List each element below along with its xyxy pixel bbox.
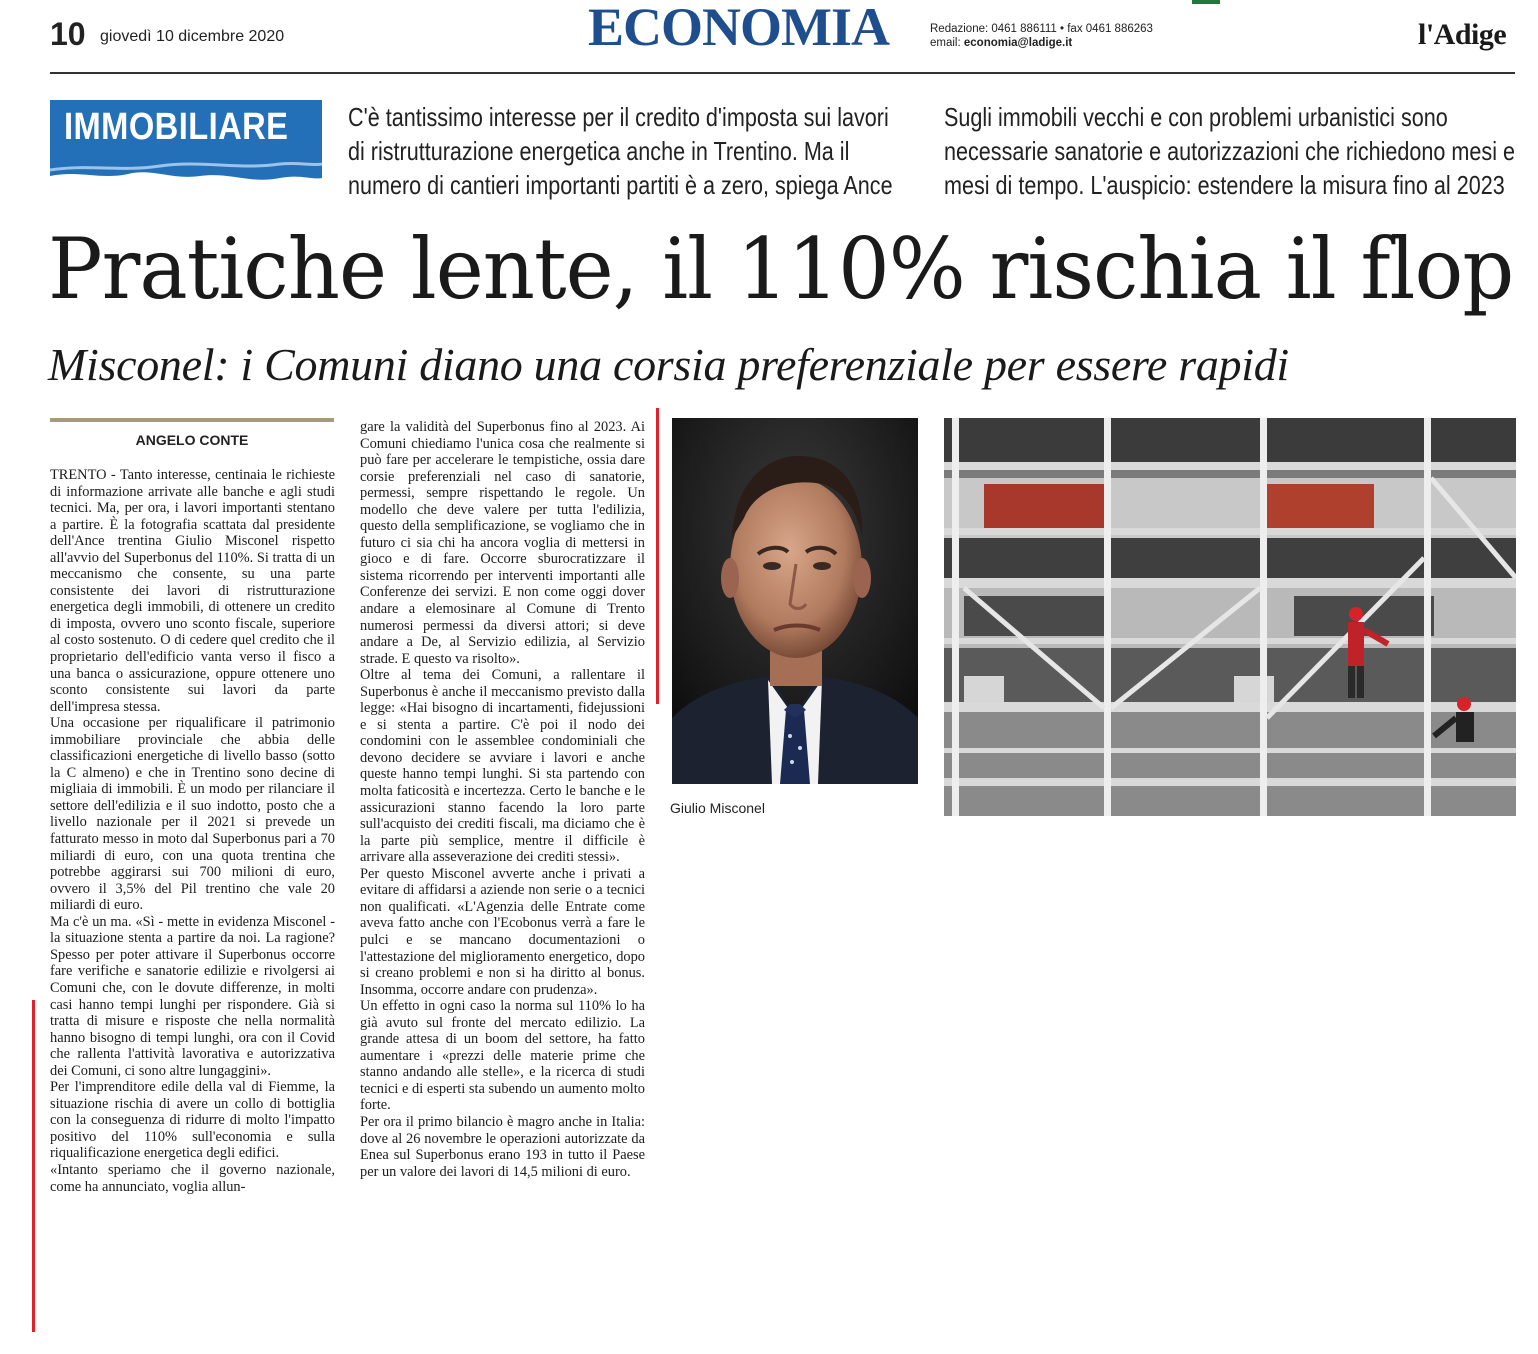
page-number: 10 — [50, 16, 86, 52]
article-column-1 — [50, 467, 335, 1195]
email-label: email: — [930, 37, 964, 49]
paragraph: Un effetto in ogni caso la norma sul 110% lo ha già avuto sul fronte del mercato edilizio. La grande attesa di un boom del settore, ha fatto aumentare i «prezzi delle materie prime che stanno andando alle stelle», e la ricerca di studi tecnici e di esperti sta subendo un aumento molto forte. — [360, 998, 645, 1114]
paragraph: Una occasione per riqualificare il patrimonio immobiliare provinciale che abbia delle classificazioni energetiche di livello basso (sotto la C almeno) e che in Trentino sono decine di migliaia di immobili. È un modo per rilanciare il settore dell'edilizia e il suo indotto, posto che a livello nazionale per il 2021 si prevede un fatturato messo in moto dal Superbonus pari a 70 miliardi di euro, con una quota trentina che potrebbe aggirarsi sui 700 milioni di euro, ovvero il 3,5% del Pil trentino che vale 20 miliardi di euro. — [50, 715, 335, 914]
deck-left — [348, 100, 893, 202]
deck-left-line: C'è tantissimo interesse per il credito d'imposta sui lavori — [348, 102, 889, 132]
email-link[interactable]: economia@ladige.it — [963, 37, 1073, 49]
portrait-illustration — [672, 418, 918, 784]
headline: Pratiche lente, il 110% rischia il flop — [48, 220, 1514, 318]
color-registration-mark — [1192, 0, 1220, 4]
email-line — [930, 36, 1153, 50]
photo-caption: Giulio Misconel — [670, 800, 765, 816]
paragraph: TRENTO - Tanto interesse, centinaia le richieste di informazione arrivate alle banche e agli studi tecnici. Ma, per ora, i lavori importanti stentano a partire. È la fotografia scattata dal presidente dell'Ance trentina Giulio Misconel rispetto all'avvio del Superbonus del 110%. Si tratta di un meccanismo che consente, su una parte consistente dei lavori di ristrutturazione energetica degli immobili, di ottenere un credito di imposta, ovvero uno sconto fiscale, superiore al costo sostenuto. O di cedere quel credito che il proprietario dell'edificio vanta verso il fisco a una banca o assicurazione, oppure ottenere uno sconto consistente sui lavori da parte dell'impresa stessa. — [50, 467, 335, 715]
paragraph: Per l'imprenditore edile della val di Fiemme, la situazione rischia di avere un collo di bottiglia con la conseguenza di ridurre di molto l'impatto positivo del 110% sull'economia e sulla riqualificazione energetica degli edifici. — [50, 1079, 335, 1162]
issue-date: giovedì 10 dicembre 2020 — [100, 28, 285, 45]
paragraph: «Intanto speriamo che il governo nazionale, come ha annunciato, voglia allun- — [50, 1161, 335, 1195]
paragraph: Per ora il primo bilancio è magro anche in Italia: dove al 26 novembre le operazioni autorizzate da Enea sul Superbonus erano 193 in tutto il Paese per un valore dei lavori di 14,5 milioni di euro. — [360, 1113, 645, 1180]
portrait-photo — [672, 418, 918, 784]
scaffolding-photo — [944, 418, 1516, 816]
deck-right-line: Sugli immobili vecchi e con problemi urbanistici sono — [944, 102, 1448, 132]
scaffolding-illustration — [944, 418, 1516, 816]
article-column-2 — [360, 419, 645, 1180]
newsroom-contacts — [930, 22, 1153, 50]
deck-right-line: necessarie sanatorie e autorizzazioni che richiedono mesi e — [944, 136, 1515, 166]
newspaper-logo: l'Adige — [1418, 18, 1507, 51]
paragraph: Per questo Misconel avverte anche i privati a evitare di affidarsi a aziende non serie o a tecnici non qualificati. «L'Agenzia delle Entrate come aveva fatto anche con l'Ecobonus verrà a fare le pulci e se mancano documentazioni o l'attestazione del miglioramento energetico, dopo si creano problemi e non si ha diritto al bonus. Insomma, occorre andare con prudenza». — [360, 865, 645, 998]
highlight-mark-left — [32, 1000, 35, 1332]
kicker-label: IMMOBILIARE — [64, 106, 289, 148]
paragraph: Ma c'è un ma. «Sì - mette in evidenza Misconel - la situazione stenta a partire da noi. La ragione? Spesso per poter attivare il Superbonus occorre fare verifiche e sanatorie edilizie e rivolgersi ai Comuni che, con le dovute differenze, in molti casi hanno tempi lunghi per rispondere. Già si tratta di misure e risposte che nella normalità hanno bisogno di tempi lunghi, ora con il Covid che rallenta l'attività lavorativa e autorizzativa dei Comuni, ci sono altre lungaggini». — [50, 913, 335, 1079]
redazione-line: Redazione: 0461 886111 • fax 0461 886263 — [930, 23, 1153, 35]
deck-left-line: di ristrutturazione energetica anche in Trentino. Ma il — [348, 136, 850, 166]
paragraph: Oltre al tema dei Comuni, a rallentare il Superbonus è anche il meccanismo previsto dalla legge: «Hai bisogno di incartamenti, fidejussioni e si stenta a partire. C'è poi il nodo dei condomini con le assemblee condominiali che devono decidere se avviare i lavori e anche queste hanno tempi lunghi. Si sta partendo con molta faticosità e incertezza. Certo le banche e le assicurazioni stanno facendo la loro parte sull'acquisto dei crediti fiscali, ma diciamo che è la parte più semplice, mentre il difficile è arrivare alla asseverazione dei crediti stessi». — [360, 667, 645, 866]
byline: ANGELO CONTE — [135, 432, 249, 448]
section-title: ECONOMIA — [588, 0, 889, 57]
subheadline: Misconel: i Comuni diano una corsia preferenziale per essere rapidi — [48, 339, 1289, 390]
deck-right — [944, 100, 1515, 202]
kicker-box — [50, 100, 322, 198]
paragraph: gare la validità del Superbonus fino al 2023. Ai Comuni chiediamo l'unica cosa che realmente si può fare per accelerare le tempistiche, ossia dare corsie preferenziali nel caso di sanatorie, permessi, sempre rispettando le regole. Un modello che deve valere per tutta l'edilizia, questo della semplificazione, se vogliamo che in futuro ci sia chi ha ancora voglia di mettersi in gioco e di fare. Occorre sburocratizzare il sistema ricorrendo per interventi importanti alle Conferenze dei servizi. E non come oggi dover andare a elemosinare al Comune di Trento numerosi permessi da diversi attori; si deve andare a De, al Servizio edilizia, al Servizio strade. E questo va risolto». — [360, 419, 645, 667]
deck-left-line: numero di cantieri importanti partiti è a zero, spiega Ance — [348, 170, 893, 200]
deck-right-line: mesi di tempo. L'auspicio: estendere la misura fino al 2023 — [944, 170, 1505, 200]
header-rule — [50, 72, 1515, 74]
byline-rule — [50, 418, 334, 422]
highlight-mark-right — [656, 408, 659, 704]
